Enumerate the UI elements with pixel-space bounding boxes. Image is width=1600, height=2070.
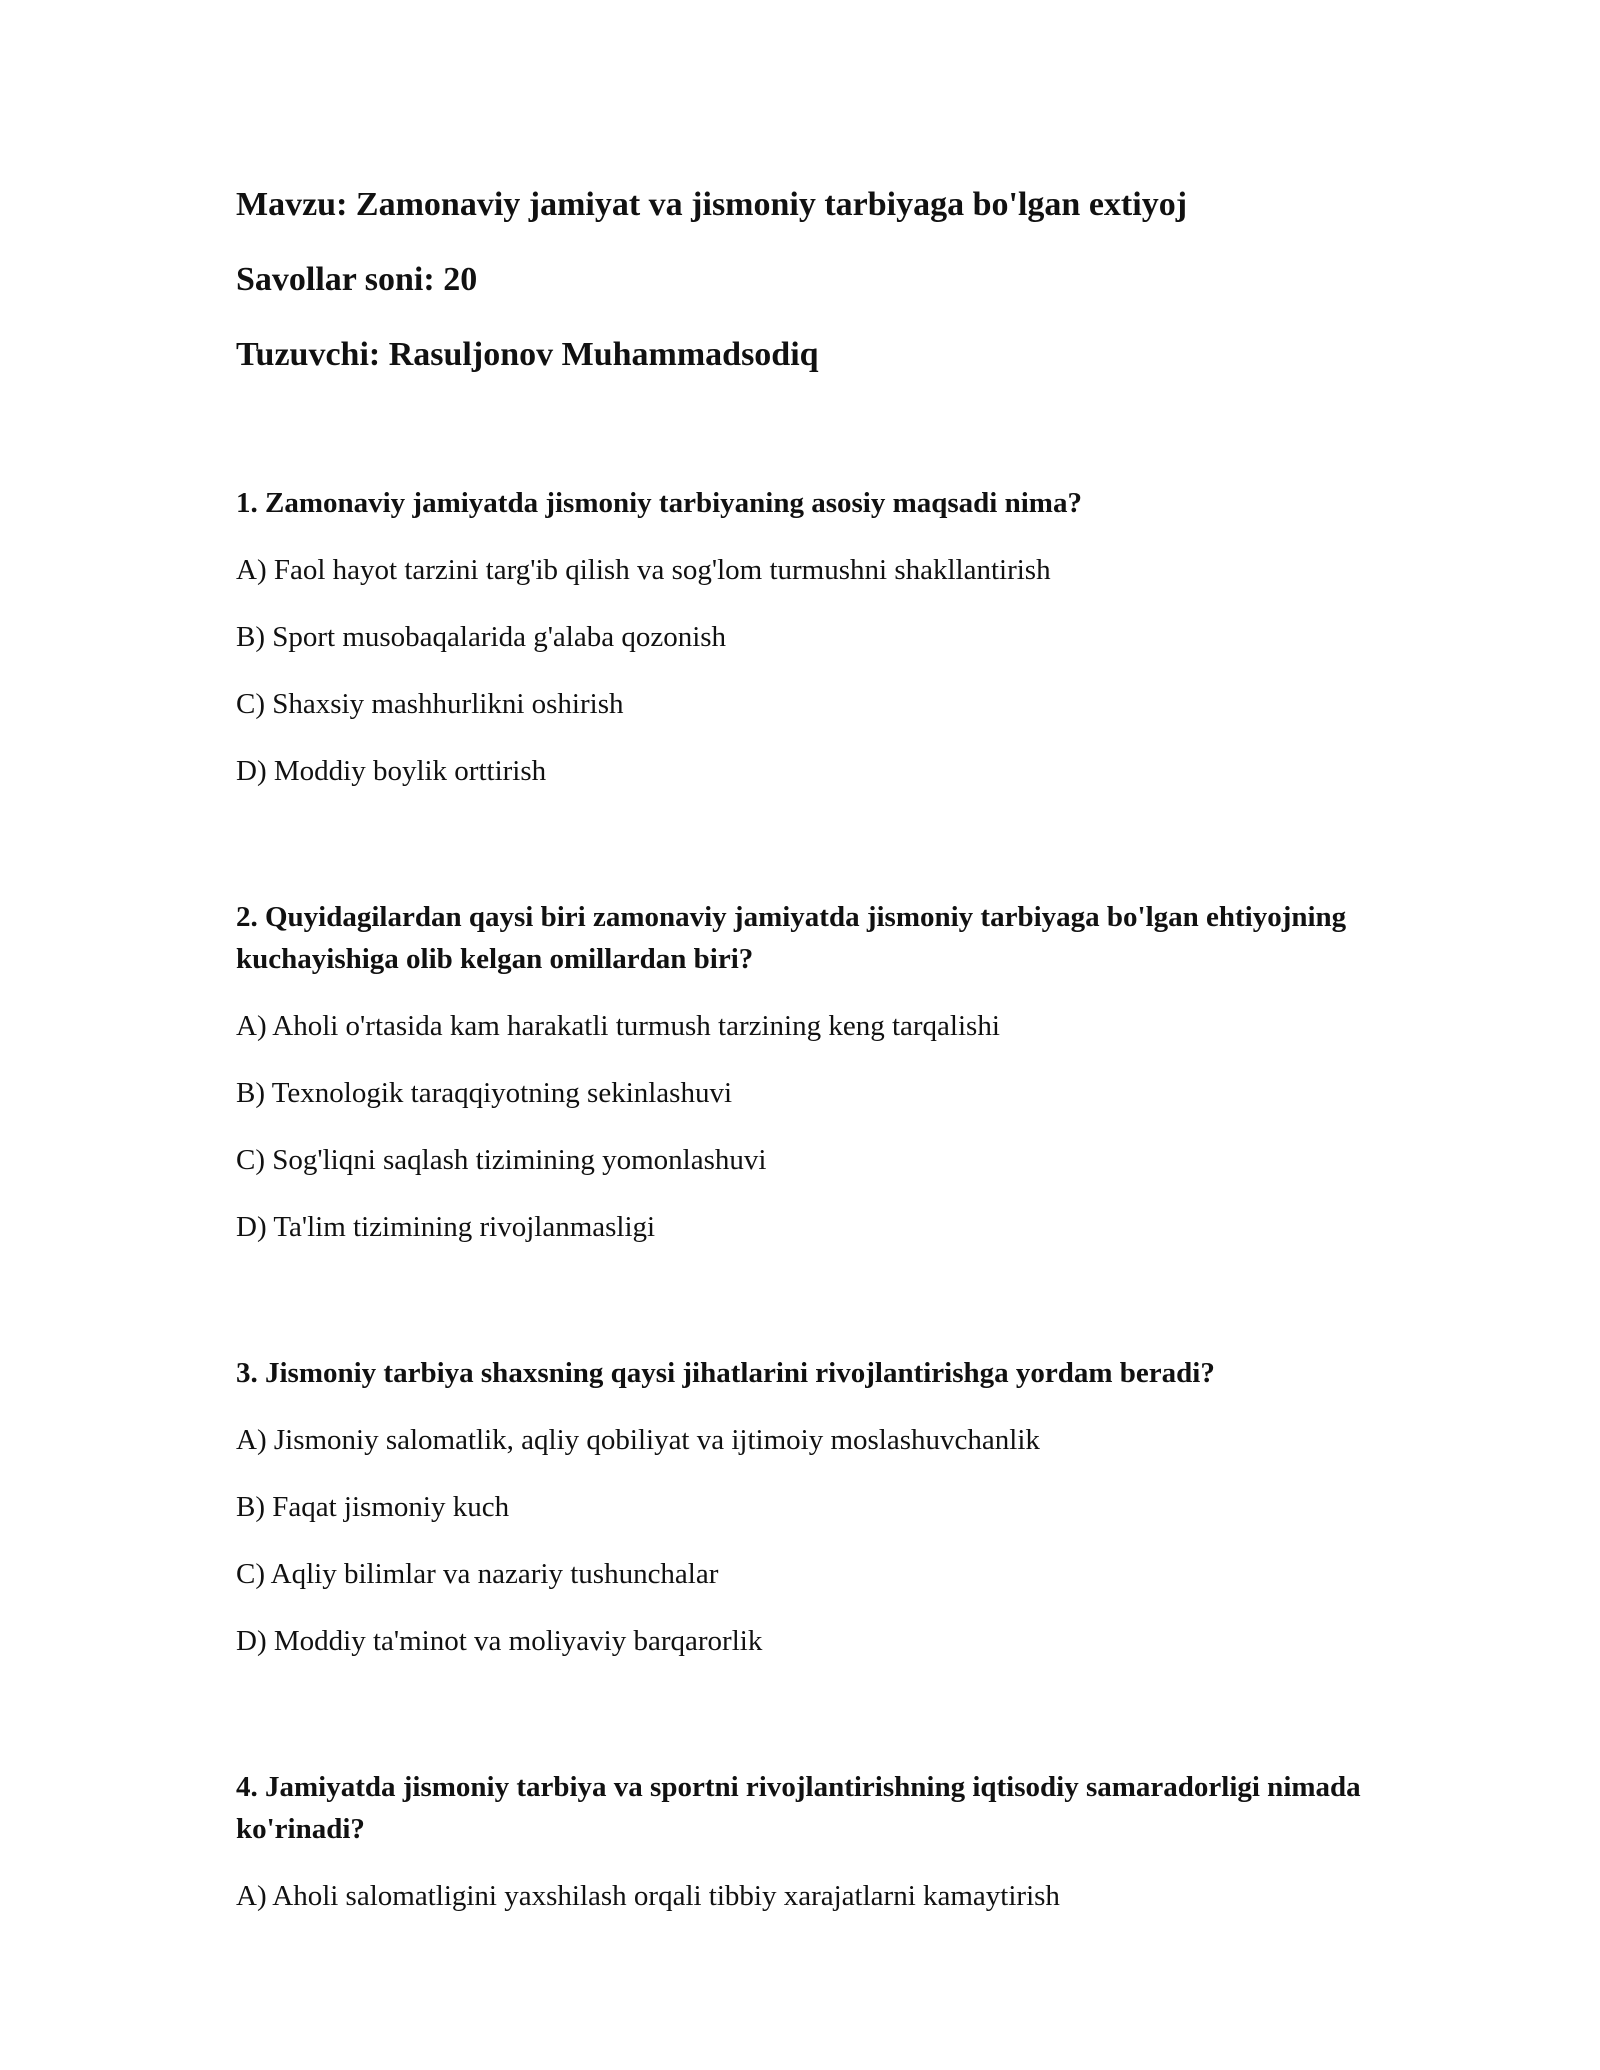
topic-line: Mavzu: Zamonaviy jamiyat va jismoniy tarbiyaga bo'lgan extiyoj	[236, 186, 1188, 223]
question-1	[236, 482, 1366, 792]
question-text: 3. Jismoniy tarbiya shaxsning qaysi jihatlarini rivojlantirishga yordam beradi?	[236, 1357, 1215, 1389]
document-content	[236, 184, 1366, 1942]
question-count-line: Savollar soni: 20	[236, 261, 478, 298]
answer-option-a: A) Aholi o'rtasida kam harakatli turmush tarzining keng tarqalishi	[236, 1010, 1000, 1042]
answer-option-d: D) Moddiy boylik orttirish	[236, 755, 547, 787]
answer-option-c: C) Aqliy bilimlar va nazariy tushunchalar	[236, 1558, 719, 1590]
question-text: 1. Zamonaviy jamiyatda jismoniy tarbiyaning asosiy maqsadi nima?	[236, 487, 1082, 519]
question-list	[236, 482, 1366, 1917]
question-4	[236, 1766, 1366, 1917]
answer-option-b: B) Texnologik taraqqiyotning sekinlashuvi	[236, 1077, 733, 1109]
answer-option-a: A) Aholi salomatligini yaxshilash orqali tibbiy xarajatlarni kamaytirish	[236, 1880, 1060, 1912]
answer-option-d: D) Ta'lim tizimining rivojlanmasligi	[236, 1211, 656, 1243]
answer-option-b: B) Sport musobaqalarida g'alaba qozonish	[236, 621, 727, 653]
answer-option-a: A) Jismoniy salomatlik, aqliy qobiliyat va ijtimoiy moslashuvchanlik	[236, 1424, 1040, 1456]
author-line: Tuzuvchi: Rasuljonov Muhammadsodiq	[236, 336, 819, 373]
answer-option-c: C) Shaxsiy mashhurlikni oshirish	[236, 688, 624, 720]
question-2	[236, 896, 1366, 1248]
answer-option-c: C) Sog'liqni saqlash tizimining yomonlashuvi	[236, 1144, 767, 1176]
question-text: 4. Jamiyatda jismoniy tarbiya va sportni rivojlantirishning iqtisodiy samaradorligi nimada ko'rinadi?	[236, 1771, 1361, 1845]
answer-option-b: B) Faqat jismoniy kuch	[236, 1491, 510, 1523]
question-3	[236, 1352, 1366, 1662]
question-text: 2. Quyidagilardan qaysi biri zamonaviy jamiyatda jismoniy tarbiyaga bo'lgan ehtiyojning kuchayishiga olib kelgan omillardan biri?	[236, 901, 1347, 975]
answer-option-d: D) Moddiy ta'minot va moliyaviy barqarorlik	[236, 1625, 763, 1657]
answer-option-a: A) Faol hayot tarzini targ'ib qilish va sog'lom turmushni shakllantirish	[236, 554, 1051, 586]
